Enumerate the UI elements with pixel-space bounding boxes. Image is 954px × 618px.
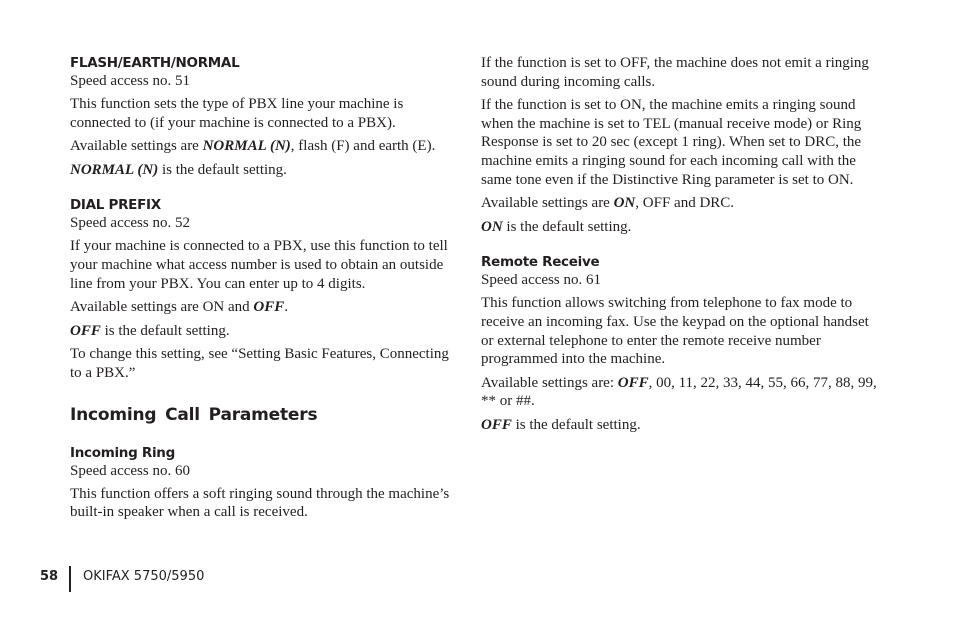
footer-divider [69,566,71,592]
flash-description: This function sets the type of PBX line your machine is connected to (if your machine is connected to a PBX). [70,96,404,131]
ring-off-paragraph: If the function is set to OFF, the machine does not emit a ringing sound during incoming calls. [481,55,869,90]
remote-speed-access: Speed access no. 61 [481,272,601,289]
page-number: 58 [40,569,59,584]
flash-available-settings: Available settings are NORMAL (N), flash (F) and earth (E). [70,138,436,155]
flash-earth-normal-heading: FLASH/EARTH/NORMAL [70,55,240,71]
ring-default-setting: ON is the default setting. [481,218,632,235]
right-column [481,54,881,440]
dial-default-setting: OFF is the default setting. [70,322,230,339]
flash-speed-access: Speed access no. 51 [70,73,190,89]
ring-on-paragraph: If the function is set to ON, the machine emits a ringing sound when the machine is set to TEL (manual receive mode) or Ring Response is set to 20 sec (except 1 ring). When set to DRC, the machine emits a ringing sound for each incoming call with the same tone even if the Distinctive Ring parameter is set to ON. [481,97,862,188]
dial-speed-access: Speed access no. 52 [70,215,190,232]
remote-default-setting: OFF is the default setting. [481,416,641,433]
dial-description: If your machine is connected to a PBX, use this function to tell your machine what access number is used to obtain an outside line from your PBX. You can enter up to 4 digits. [70,238,448,292]
left-column [70,54,455,527]
ring-description: This function offers a soft ringing sound through the machine’s built-in speaker when a call is received. [70,485,450,521]
flash-default-setting: NORMAL (N) is the default setting. [70,161,287,178]
remote-receive-heading: Remote Receive [481,254,600,271]
incoming-ring-heading: Incoming Ring [70,444,175,461]
ring-speed-access: Speed access no. 60 [70,462,190,479]
section-title: Incoming Call Parameters [70,404,318,425]
ring-available-settings: Available settings are ON, OFF and DRC. [481,195,735,212]
remote-available-settings: Available settings are: OFF, 00, 11, 22, 33, 44, 55, 66, 77, 88, 99, ** or ##. [481,374,877,410]
dial-prefix-heading: DIAL PREFIX [70,197,161,214]
remote-description: This function allows switching from telephone to fax mode to receive an incoming fax. Use the keypad on the optional handset or external telephone to enter the remote receive number programmed into the machine. [481,295,869,368]
dial-available-settings: Available settings are ON and OFF. [70,299,289,316]
dial-note: To change this setting, see “Setting Basic Features, Connecting to a PBX.” [70,346,449,381]
footer-document-title: OKIFAX 5750/5950 [83,569,205,584]
